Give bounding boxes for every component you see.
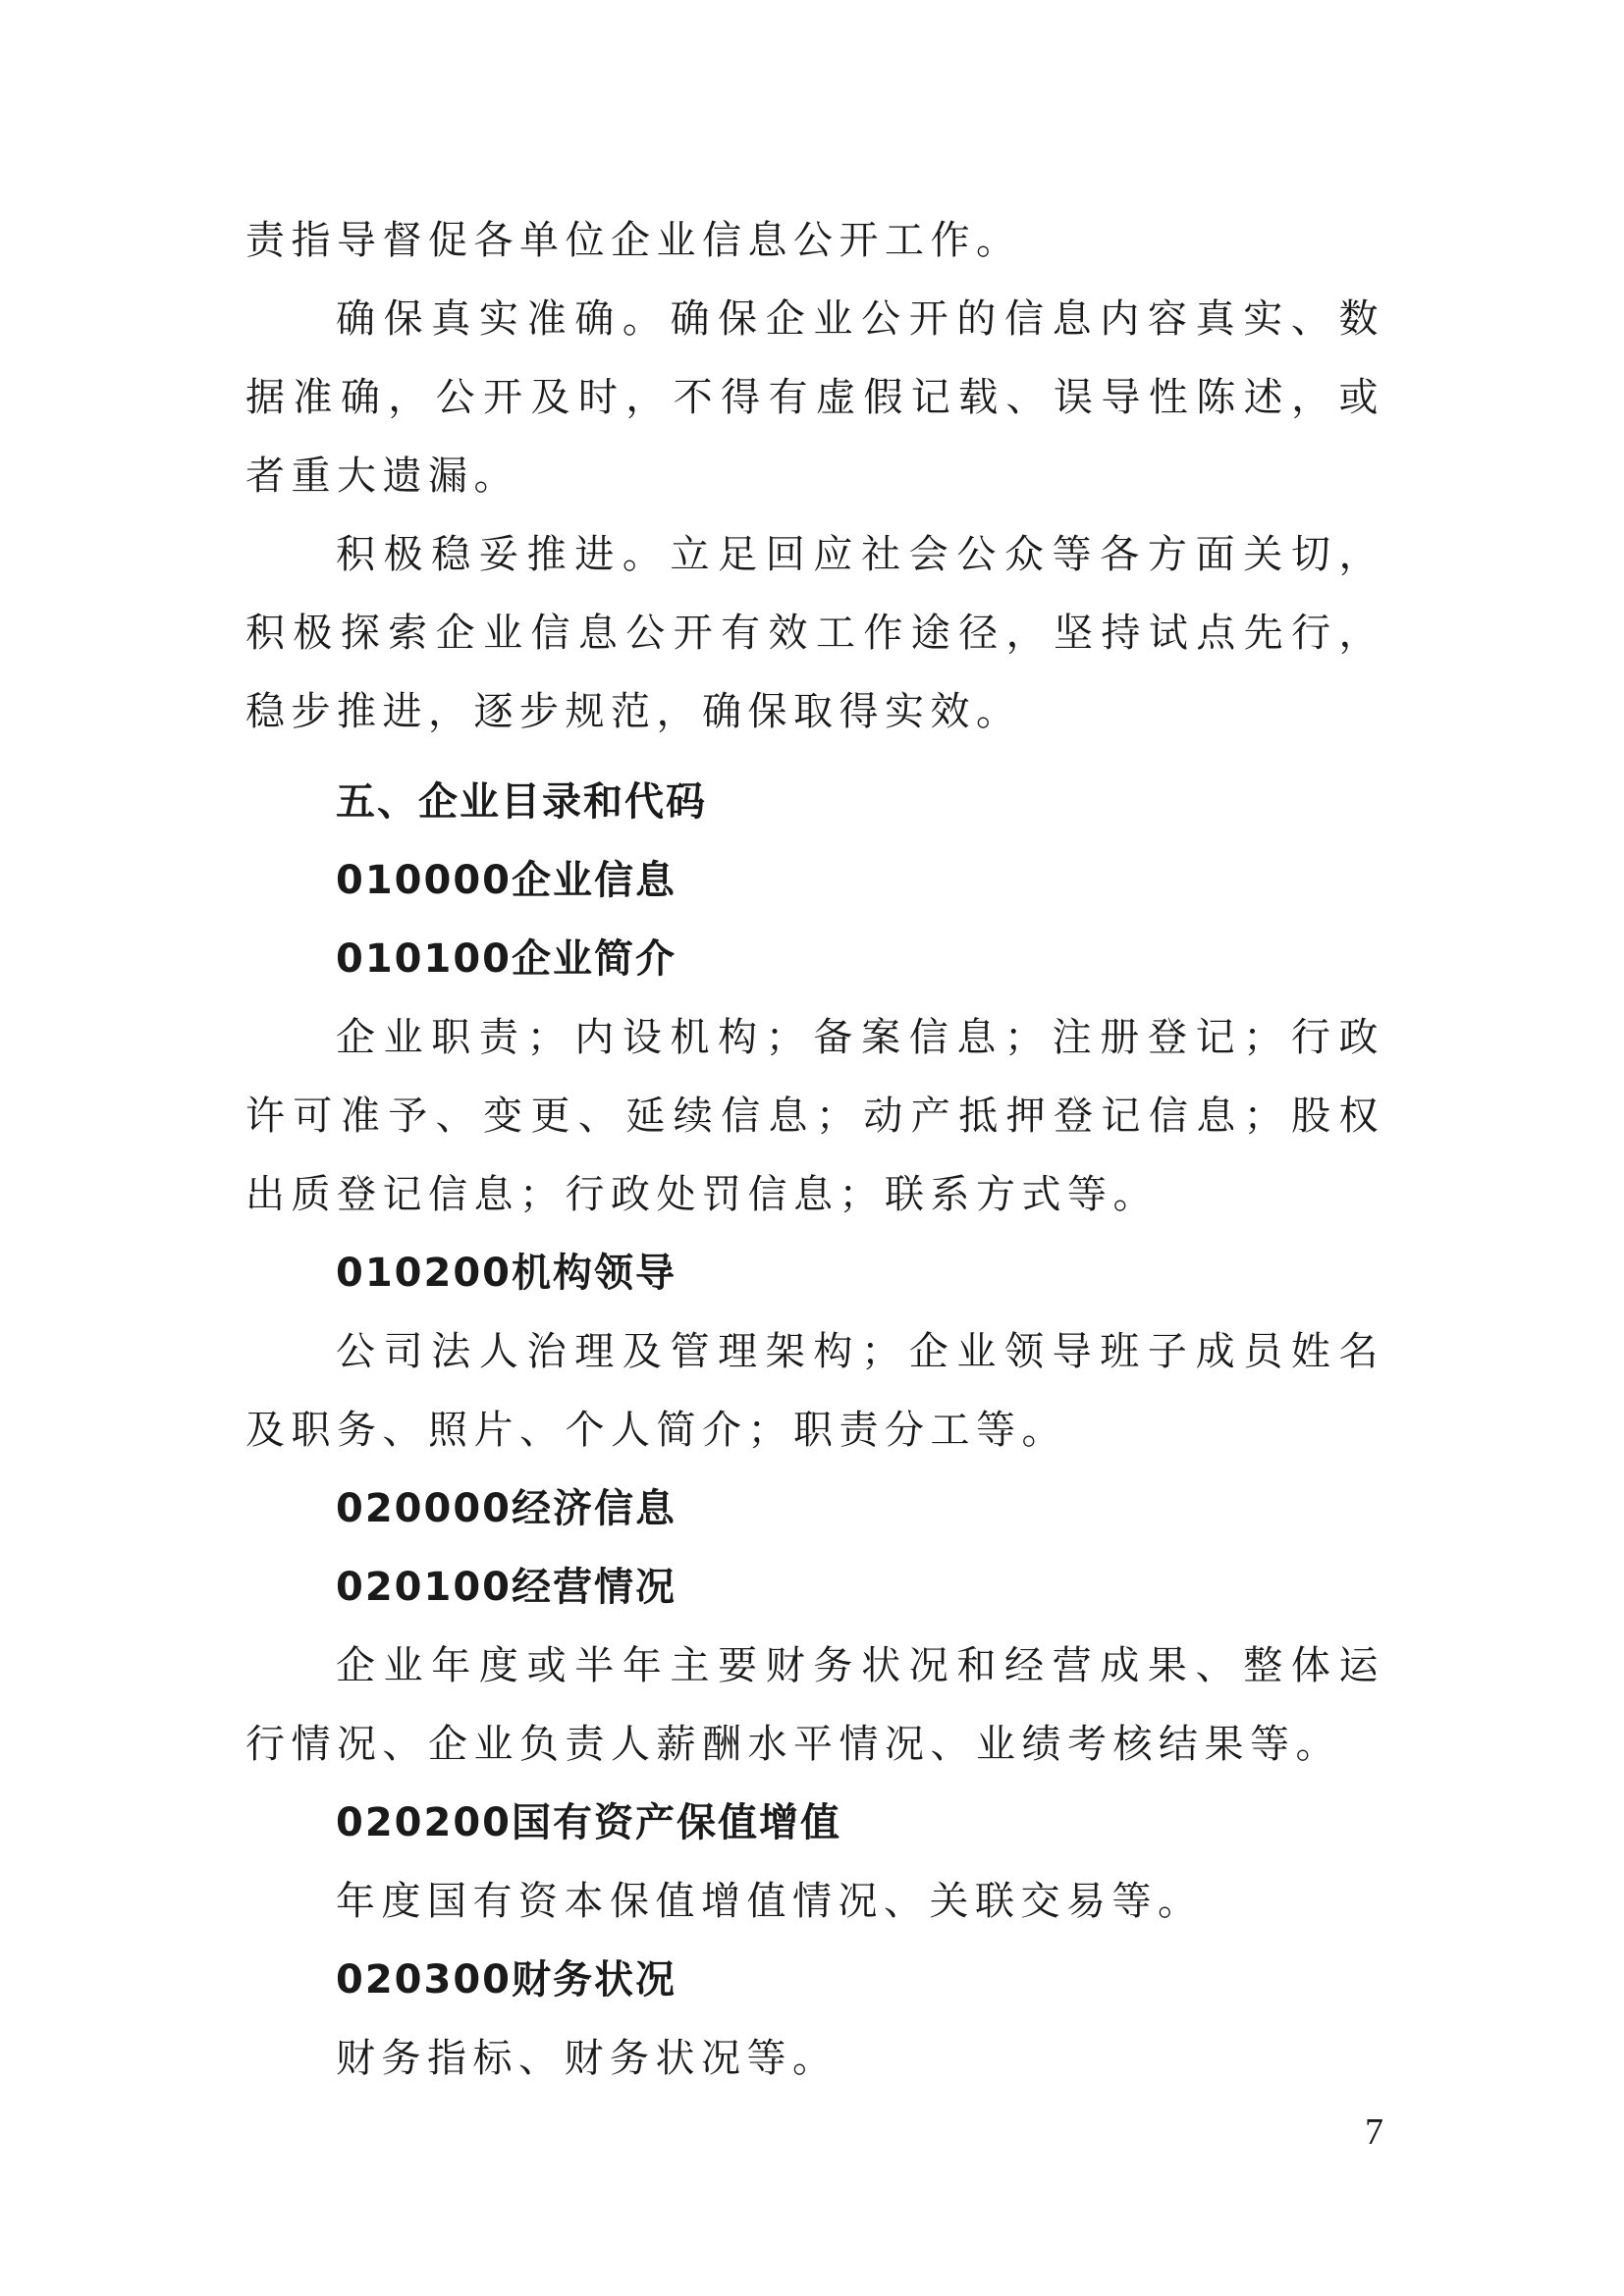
paragraph-010200: 公司法人治理及管理架构；企业领导班子成员姓名及职务、照片、个人简介；职责分工等。: [245, 1329, 1384, 1453]
paragraph-accuracy: 确保真实准确。确保企业公开的信息内容真实、数据准确，公开及时，不得有虚假记载、误导性陈述，或者重大遗漏。: [245, 296, 1384, 499]
paragraph-continuation: 责指导督促各单位企业信息公开工作。: [245, 218, 1022, 263]
heading-020200: 020200国有资产保值增值: [336, 1800, 841, 1845]
paragraph-020300: 财务指标、财务状况等。: [336, 2036, 839, 2081]
heading-020000: 020000经济信息: [336, 1486, 677, 1531]
paragraph-020100: 企业年度或半年主要财务状况和经营成果、整体运行情况、企业负责人薪酬水平情况、业绩考核结果等。: [245, 1643, 1384, 1767]
section-heading-5: 五、企业目录和代码: [336, 779, 707, 825]
paragraph-progress: 积极稳妥推进。立足回应社会公众等各方面关切，积极探索企业信息公开有效工作途径，坚持试点先行，稳步推进，逐步规范，确保取得实效。: [245, 532, 1384, 734]
heading-020100: 020100经营情况: [336, 1565, 677, 1610]
heading-020300: 020300财务状况: [336, 1957, 677, 2002]
heading-010000: 010000企业信息: [336, 858, 677, 903]
page-number: 7: [1365, 2111, 1383, 2153]
heading-010100: 010100企业简介: [336, 936, 677, 982]
heading-010200: 010200机构领导: [336, 1251, 677, 1296]
paragraph-020200: 年度国有资本保值增值情况、关联交易等。: [336, 1879, 1204, 1924]
paragraph-010100: 企业职责；内设机构；备案信息；注册登记；行政许可准予、变更、延续信息；动产抵押登记信息；股权出质登记信息；行政处罚信息；联系方式等。: [245, 1015, 1384, 1217]
